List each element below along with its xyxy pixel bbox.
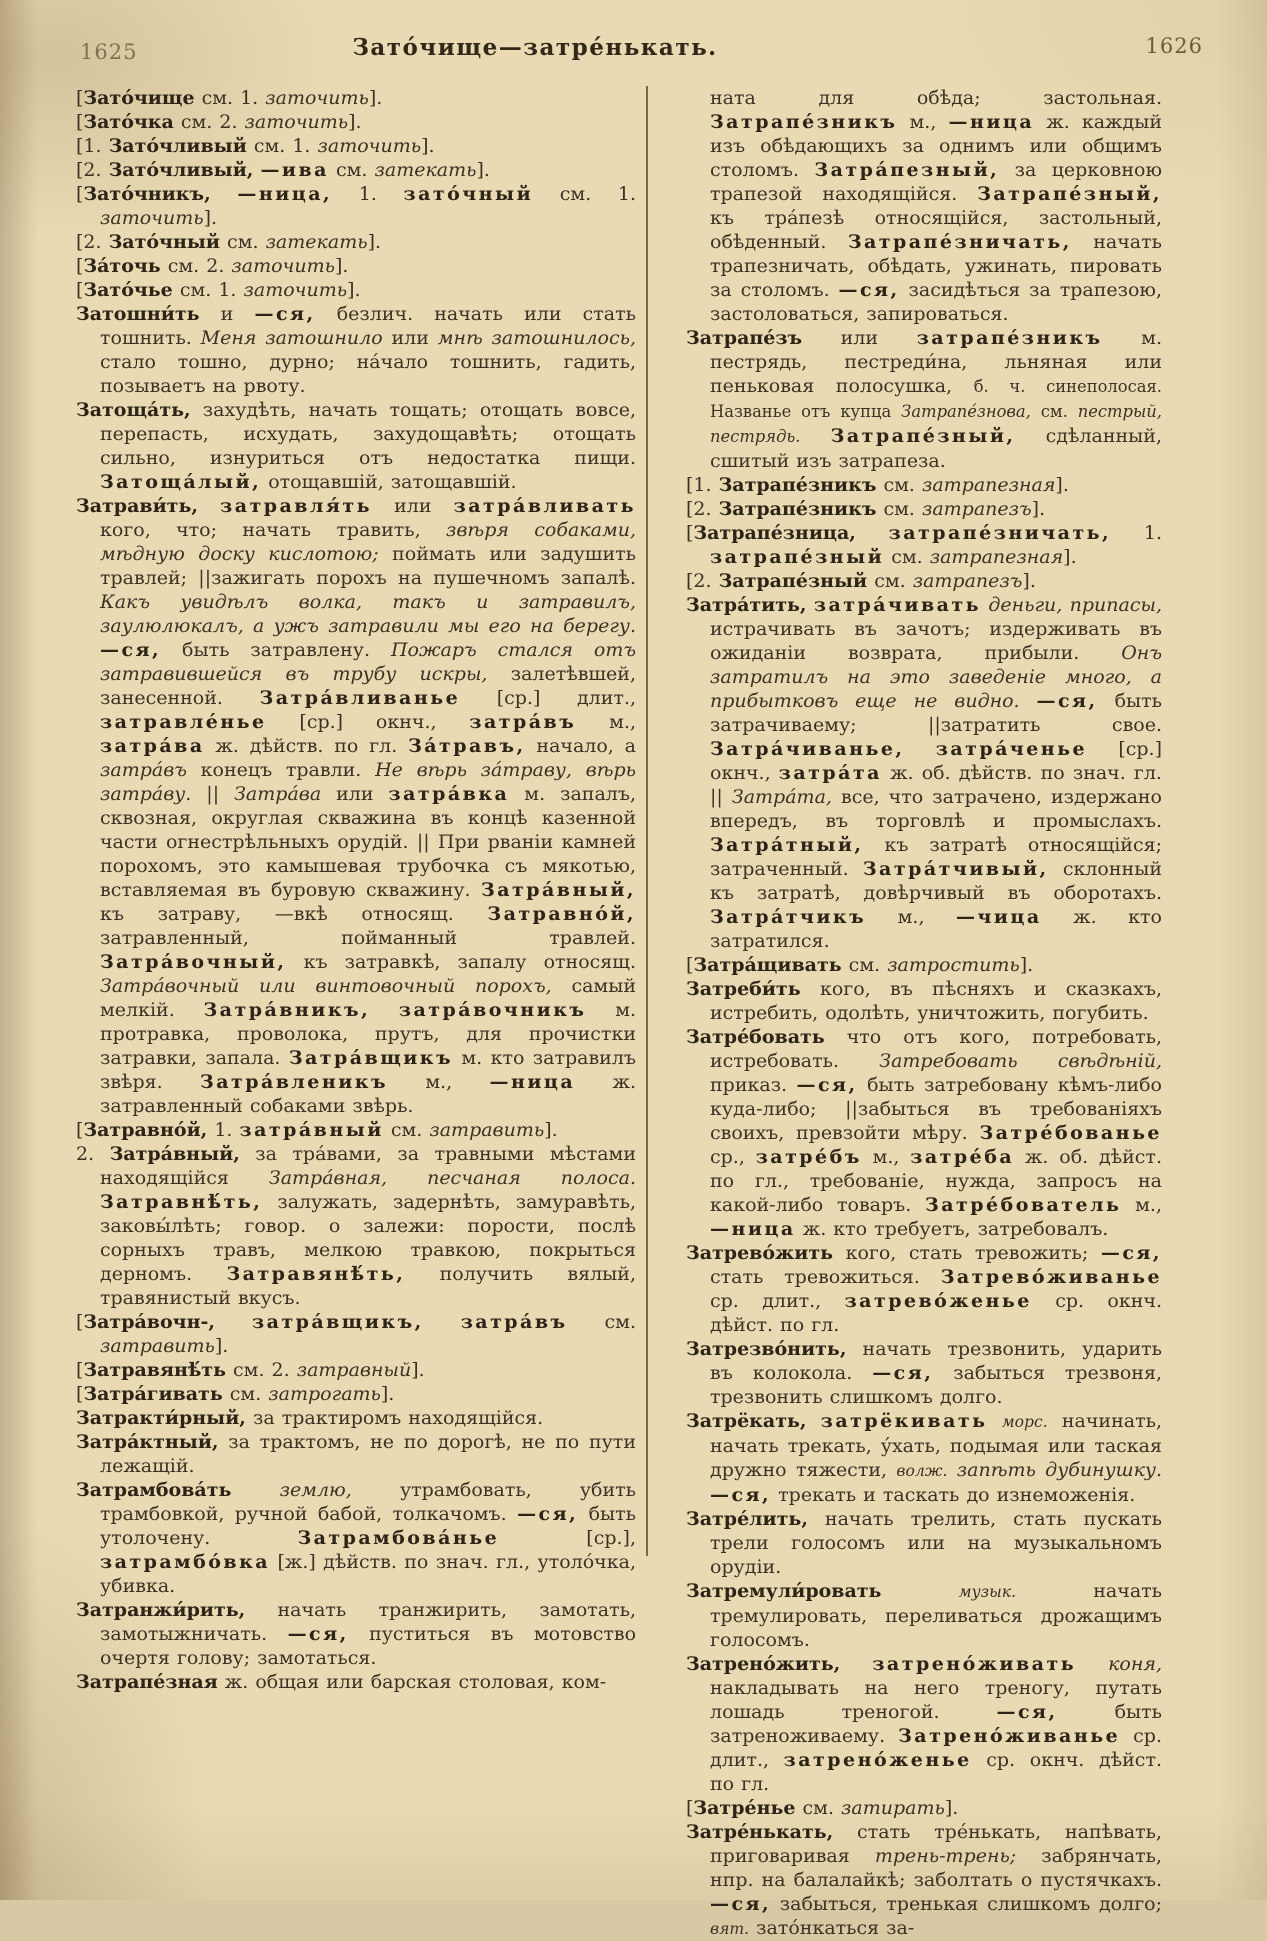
- dictionary-entry: Затрапе́зная ж. общая или барская столовая, ком-: [76, 1671, 607, 1693]
- dictionary-entry: [1. Зато́чливый см. 1. заточить].: [76, 135, 435, 157]
- page-number-right: 1626: [1145, 34, 1203, 58]
- dictionary-entry: [Зато́чникъ, —ница, 1. зато́чный см. 1. заточить].: [76, 183, 636, 229]
- dictionary-entry: Затремули́ровать музык. начать тремулировать, переливаться дрожащимъ голосомъ.: [686, 1580, 1163, 1651]
- dictionary-entry: [2. Затрапе́зный см. затрапезъ].: [686, 570, 1036, 592]
- dictionary-entry: Затрави́ть, затравля́ть или затра́вливать кого, что; начать травить, звѣря собаками, мѣдную доску кислотою; поймать или задушить травлей; ||зажигать порохъ на пушечномъ запалѣ. Какъ увидѣлъ волка, такъ и затравилъ, заулюлюкалъ, а ужъ затравили мы его на берегу. —ся, быть затравлену. Пожаръ стался отъ затравившейся въ трубу искры, залетѣвшей, занесенной. Затра́вливанье [ср.] длит., затравле́нье [ср.] окнч., затра́въ м., затра́ва ж. дѣйств. по гл. За́травъ, начало, а затра́въ конецъ травли. Не вѣрь за́траву, вѣрь затра́ву. || Затра́ва или затра́вка м. запалъ, сквозная, округлая скважина въ концѣ казенной части огнестрѣльныхъ орудій. || При рваніи камней порохомъ, это камышевая трубочка съ мякотью, вставляемая въ буровую скважину. Затра́вный, къ затраву, —вкѣ относящ. Затравно́й, затравленный, пойманный травлей. Затра́вочный, къ затравкѣ, запалу относящ. Затра́вочный или винтовочный порохъ, самый мелкій. Затра́вникъ, затра́вочникъ м. протравка, проволока, прутъ, для прочистки затравки, запала. Затра́вщикъ м. кто затравилъ звѣря. Затра́вленикъ м., —ница ж. затравленный собаками звѣрь.: [76, 495, 637, 1117]
- dictionary-entry: Затре́бовать что отъ кого, потребовать, истребовать. Затребовать свѣдѣній, приказ. —ся, быть затребовану кѣмъ-либо куда-либо; ||забыться въ требованіяхъ своихъ, превзойти мѣру. Затре́бованье ср., затре́бъ м., затре́ба ж. об. дѣйст. по гл., требованіе, нужда, запросъ на какой-либо товаръ. Затре́бователь м., —ница ж. кто требуетъ, затребовалъ.: [686, 1026, 1162, 1240]
- dictionary-entry: Затрёкать, затрёкивать морс. начинать, начать трекать, у́хать, подымая или таская дружно тяжести, волж. запѣть дубинушку. —ся, трекать и таскать до изнеможенія.: [686, 1410, 1162, 1506]
- dictionary-entry: Затре́лить, начать трелить, стать пускать трели голосомъ или на музыкальномъ орудіи.: [686, 1508, 1162, 1578]
- dictionary-entry: [Зато́чье см. 1. заточить].: [76, 279, 361, 301]
- dictionary-entry: Затоща́ть, захудѣть, начать тощать; отощать вовсе, перепасть, исхудать, захудощавѣть; отощать сильно, изнуриться отъ недостатка пищи. Затоща́лый, отощавшій, затощавшій.: [76, 399, 636, 493]
- column-divider-rule: [646, 86, 648, 1556]
- dictionary-entry: [2. Зато́чный см. затекать].: [76, 231, 382, 253]
- dictionary-entry: [Затра́гивать см. затрогать].: [76, 1383, 395, 1405]
- page-title: Зато́чище—затре́нькать.: [352, 34, 718, 61]
- dictionary-entry: [2. Зато́чливый, —ива см. затекать].: [76, 159, 490, 181]
- dictionary-entry: Затре́нькать, стать тре́нькать, напѣвать, приговаривая трень-трень; забрянчать, нпр. на балалайкѣ; заболтать о пустячкахъ. —ся, забыться, тренькая слишкомъ долго; вят. зато́нкаться за-: [686, 1821, 1162, 1939]
- dictionary-entry: [Затравно́й, 1. затра́вный см. затравить].: [76, 1119, 558, 1141]
- dictionary-entry: [Затра́щивать см. затростить].: [686, 954, 1034, 976]
- dictionary-entry: [2. Затрапе́зникъ см. затрапезъ].: [686, 498, 1046, 520]
- dictionary-entry: ната для обѣда; застольная. Затрапе́зникъ м., —ница ж. каждый изъ обѣдающихъ за однимъ или общимъ столомъ. Затра́пезный, за церковною трапезой находящійся. Затрапе́зный, къ тра́пезѣ относящійся, застольный, обѣденный. Затрапе́зничать, начать трапезничать, обѣдать, ужинать, пировать за столомъ. —ся, засидѣться за трапезою, застоловаться, запироваться.: [710, 87, 1163, 325]
- dictionary-entry: Затракти́рный, за трактиромъ находящійся.: [76, 1407, 544, 1429]
- dictionary-entry: Затошни́ть и —ся, безлич. начать или стать тошнить. Меня затошнило или мнѣ затошнилось, стало тошно, дурно; на́чало тошнить, гадить, позываетъ на рвоту.: [76, 303, 636, 397]
- dictionary-entry: Затранжи́рить, начать транжирить, замотать, замотыжничать. —ся, пуститься въ мотовство очертя голову; замотаться.: [76, 1599, 637, 1669]
- column-right: [686, 86, 1162, 1941]
- dictionary-entry: [Затрапе́зница, затрапе́зничать, 1. затрапе́зный см. затрапезная].: [686, 522, 1162, 568]
- page-number-left: 1625: [80, 40, 138, 64]
- text-columns: [76, 86, 1162, 1941]
- column-left: [76, 86, 636, 1694]
- dictionary-entry: [За́точь см. 2. заточить].: [76, 255, 349, 277]
- dictionary-entry: [1. Затрапе́зникъ см. затрапезная].: [686, 474, 1069, 496]
- dictionary-entry: Затреби́ть кого, въ пѣсняхъ и сказкахъ, истребить, одолѣть, уничтожить, погубить.: [686, 978, 1162, 1024]
- dictionary-entry: Затрамбова́ть землю, утрамбовать, убить трамбовкой, ручной бабой, толкачомъ. —ся, быть утолочену. Затрамбова́нье [ср.], затрамбо́вка [ж.] дѣйств. по знач. гл., утоло́чка, убивка.: [76, 1479, 636, 1597]
- dictionary-entry: Затра́ктный, за трактомъ, не по дорогѣ, не по пути лежащій.: [76, 1431, 636, 1477]
- dictionary-entry: [Затравянѣ́ть см. 2. затравный].: [76, 1359, 425, 1381]
- dictionary-entry: [Зато́чка см. 2. заточить].: [76, 111, 362, 133]
- page-header: [0, 28, 1267, 72]
- dictionary-entry: Затрапе́зъ или затрапе́зникъ м. пестрядь, пестреди́на, льняная или пеньковая полосушка, б. ч. синеполосая. Названье отъ купца Затрапе́знова, см. пестрый, пестрядь. Затрапе́зный, сдѣланный, сшитый изъ затрапеза.: [686, 327, 1163, 472]
- dictionary-entry: Затра́тить, затра́чивать деньги, припасы, истрачивать въ зачотъ; издерживать въ ожиданіи возврата, прибыли. Онъ затратилъ на это заведеніе много, а прибытковъ еще не видно. —ся, быть затрачиваему; ||затратить свое. Затра́чиванье, затра́ченье [ср.] окнч., затра́та ж. об. дѣйств. по знач. гл. || Затра́та, все, что затрачено, издержано впередъ, въ торговлѣ и промыслахъ. Затра́тный, къ затратѣ относящійся; затраченный. Затра́тчивый, склонный къ затратѣ, довѣрчивый въ оборотахъ. Затра́тчикъ м., —чица ж. кто затратился.: [686, 594, 1162, 952]
- dictionary-entry: [Зато́чище см. 1. заточить].: [76, 87, 383, 109]
- dictionary-entry: [Затре́нье см. затирать].: [686, 1797, 959, 1819]
- dictionary-entry: 2. Затра́вный, за тра́вами, за травными мѣстами находящійся Затра́вная, песчаная полоса. Затравнѣ́ть, залужать, задернѣть, замуравѣть, заковы́лѣть; говор. о залежи: порости, послѣ сорныхъ травъ, мелкою травкою, покрыться дерномъ. Затравянѣ́ть, получить вялый, травянистый вкусъ.: [76, 1143, 637, 1309]
- dictionary-entry: [Затра́вочн-, затра́вщикъ, затра́въ см. затравить].: [76, 1311, 636, 1357]
- dictionary-entry: Затрено́жить, затрено́живать коня, накладывать на него треногу, путать лошадь треногой. —ся, быть затреноживаему. Затрено́живанье ср. длит., затрено́женье ср. окнч. дѣйст. по гл.: [686, 1653, 1162, 1795]
- dictionary-entry: Затрево́жить кого, стать тревожить; —ся, стать тревожиться. Затрево́живанье ср. длит., затрево́женье ср. окнч. дѣйст. по гл.: [686, 1242, 1162, 1336]
- dictionary-entry: Затрезво́нить, начать трезвонить, ударить въ колокола. —ся, забыться трезвоня, трезвонить слишкомъ долго.: [686, 1338, 1162, 1408]
